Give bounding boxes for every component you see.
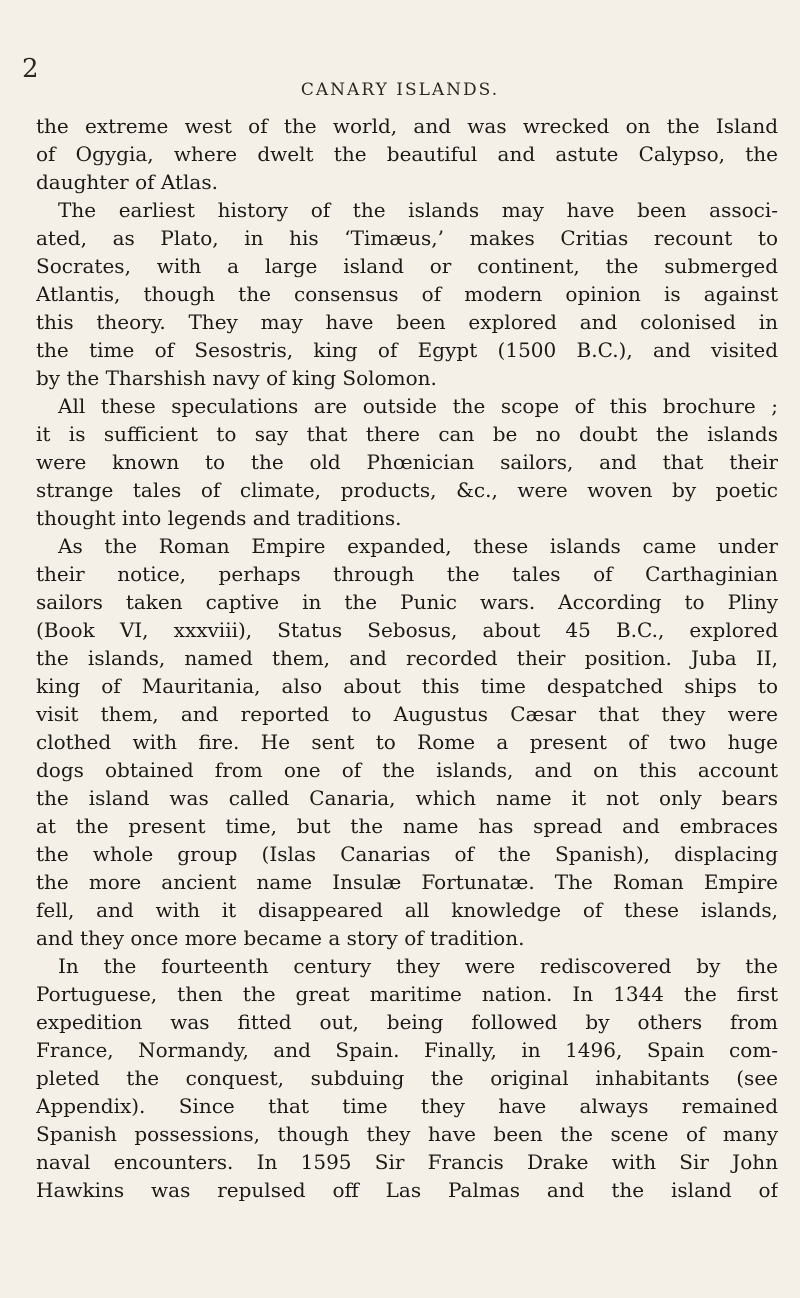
text-line: of Ogygia, where dwelt the beautiful and astute Calypso, the (36, 142, 778, 166)
text-line: (Book VI, xxxviii), Status Sebosus, about 45 B.C., explored (36, 618, 778, 642)
text-line: the whole group (Islas Canarias of the Spanish), displacing (36, 842, 778, 866)
text-line: clothed with fire. He sent to Rome a present of two huge (36, 730, 778, 754)
text-line: visit them, and reported to Augustus Cæsar that they were (36, 702, 778, 726)
text-line: All these speculations are outside the scope of this brochure ; (58, 394, 778, 418)
text-line: expedition was fitted out, being followed by others from (36, 1010, 778, 1034)
text-line: naval encounters. In 1595 Sir Francis Drake with Sir John (36, 1150, 778, 1174)
body-text (36, 112, 778, 1204)
text-line: the extreme west of the world, and was wrecked on the Island (36, 114, 778, 138)
running-head: CANARY ISLANDS. (300, 80, 500, 100)
text-line: by the Tharshish navy of king Solomon. (36, 366, 437, 390)
text-line: the island was called Canaria, which name it not only bears (36, 786, 778, 810)
text-line: the more ancient name Insulæ Fortunatæ. The Roman Empire (36, 870, 778, 894)
text-line: Atlantis, though the consensus of modern opinion is against (36, 282, 778, 306)
text-line: ated, as Plato, in his ‘Timæus,’ makes Critias recount to (36, 226, 778, 250)
text-line: As the Roman Empire expanded, these islands came under (58, 534, 778, 558)
text-line: Hawkins was repulsed off Las Palmas and the island of (36, 1178, 778, 1202)
text-line: Spanish possessions, though they have been the scene of many (36, 1122, 778, 1146)
text-line: and they once more became a story of tradition. (36, 926, 525, 950)
text-line: this theory. They may have been explored and colonised in (36, 310, 778, 334)
text-line: France, Normandy, and Spain. Finally, in 1496, Spain com- (36, 1038, 778, 1062)
text-line: Socrates, with a large island or continent, the submerged (36, 254, 778, 278)
text-line: the time of Sesostris, king of Egypt (1500 B.C.), and visited (36, 338, 778, 362)
text-line: king of Mauritania, also about this time despatched ships to (36, 674, 778, 698)
text-line: daughter of Atlas. (36, 170, 218, 194)
text-line: their notice, perhaps through the tales of Carthaginian (36, 562, 778, 586)
text-line: In the fourteenth century they were rediscovered by the (58, 954, 778, 978)
text-line: pleted the conquest, subduing the original inhabitants (see (36, 1066, 778, 1090)
text-line: at the present time, but the name has spread and embraces (36, 814, 778, 838)
page-number: 2 (22, 54, 39, 84)
text-line: thought into legends and traditions. (36, 506, 402, 530)
text-line: fell, and with it disappeared all knowledge of these islands, (36, 898, 778, 922)
text-line: the islands, named them, and recorded their position. Juba II, (36, 646, 778, 670)
text-line: it is sufficient to say that there can be no doubt the islands (36, 422, 778, 446)
text-line: dogs obtained from one of the islands, and on this account (36, 758, 778, 782)
text-line: strange tales of climate, products, &c., were woven by poetic (36, 478, 778, 502)
text-line: sailors taken captive in the Punic wars. According to Pliny (36, 590, 778, 614)
text-line: Appendix). Since that time they have always remained (36, 1094, 778, 1118)
text-line: were known to the old Phœnician sailors, and that their (36, 450, 778, 474)
text-line: Portuguese, then the great maritime nation. In 1344 the first (36, 982, 778, 1006)
text-line: The earliest history of the islands may have been associ- (58, 198, 778, 222)
